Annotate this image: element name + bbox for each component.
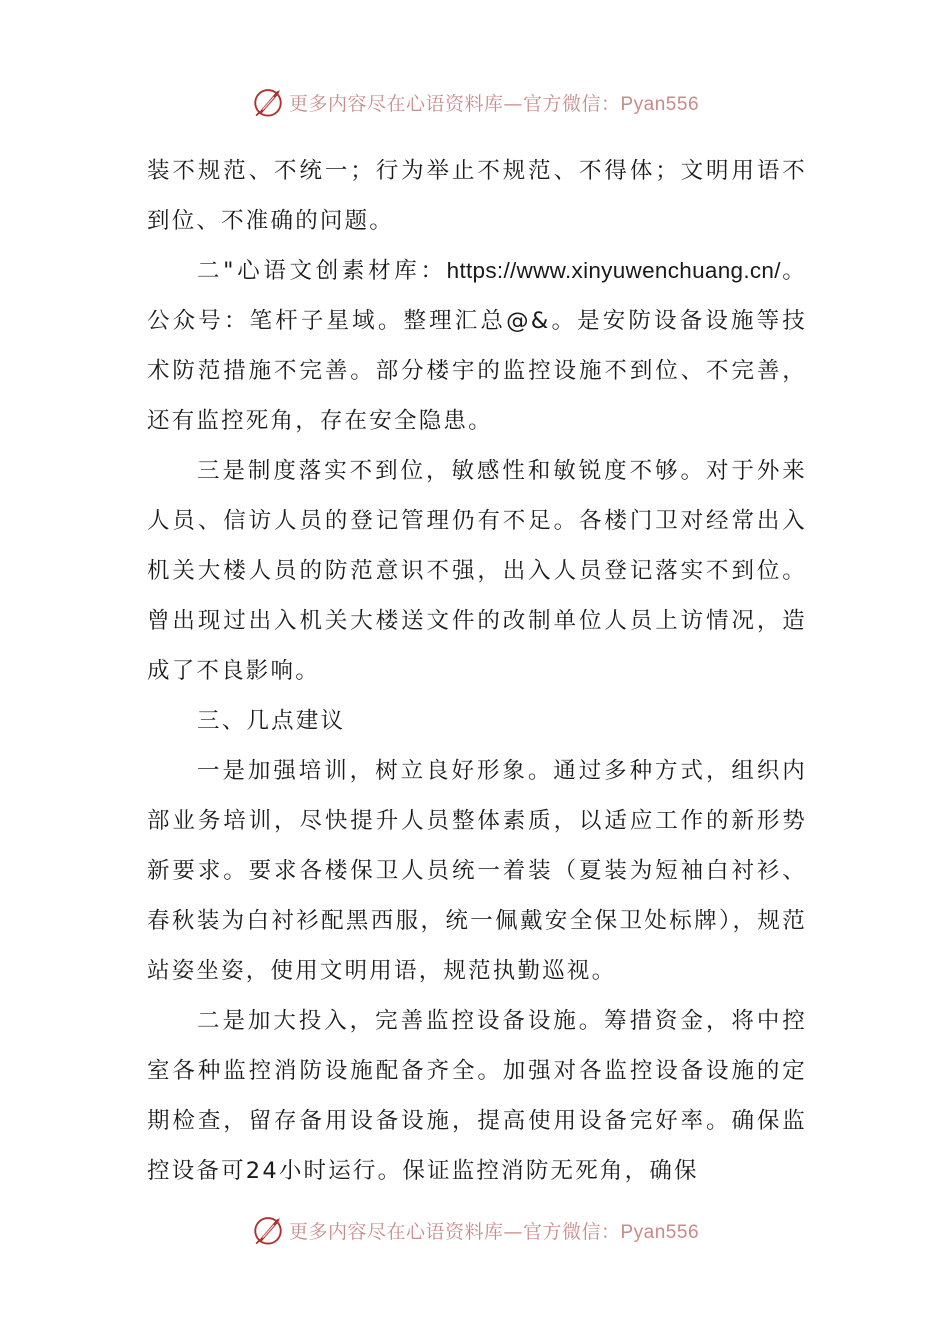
- header-banner: [0, 82, 950, 122]
- section-heading: 三、几点建议: [197, 708, 346, 734]
- banner-text: 更多内容尽在心语资料库—官方微信：Pyan556: [288, 1220, 700, 1243]
- paragraph: 二是加大投入，完善监控设备设施。筹措资金，将中控室各种监控消防设施配备齐全。加强对各监控设备设施的定期检查，留存备用设备设施，提高使用设备完好率。确保监控设备可24小时运行。保证监控消防无死角，确保: [147, 1008, 807, 1184]
- paragraph: 装不规范、不统一；行为举止不规范、不得体；文明用语不到位、不准确的问题。: [147, 158, 807, 234]
- wechat-id: Pyan556: [620, 1221, 700, 1243]
- paragraph: 一是加强培训，树立良好形象。通过多种方式，组织内部业务培训，尽快提升人员整体素质，以适应工作的新形势新要求。要求各楼保卫人员统一着装（夏装为短袖白衬衫、春秋装为白衬衫配黑西服，统一佩戴安全保卫处标牌），规范站姿坐姿，使用文明用语，规范执勤巡视。: [147, 758, 807, 984]
- paragraph: 二"心语文创素材库：https://www.xinyuwenchuang.cn/。公众号：笔杆子星域。整理汇总@&。是安防设备设施等技术防范措施不完善。部分楼宇的监控设施不到位、不完善，还有监控死角，存在安全隐患。: [147, 258, 807, 434]
- paragraph: 三是制度落实不到位，敏感性和敏锐度不够。对于外来人员、信访人员的登记管理仍有不足。各楼门卫对经常出入机关大楼人员的防范意识不强，出入人员登记落实不到位。曾出现过出入机关大楼送文件的改制单位人员上访情况，造成了不良影响。: [147, 458, 807, 684]
- banner-text: 更多内容尽在心语资料库—官方微信：Pyan556: [288, 92, 700, 115]
- quill-pen-logo-icon: [251, 1213, 285, 1247]
- quill-pen-logo-icon: [251, 85, 285, 119]
- document-body: [147, 146, 807, 1196]
- url-text: https://www.xinyuwenchuang.cn/: [446, 258, 781, 283]
- wechat-id: Pyan556: [620, 93, 700, 115]
- footer-banner: [0, 1210, 950, 1250]
